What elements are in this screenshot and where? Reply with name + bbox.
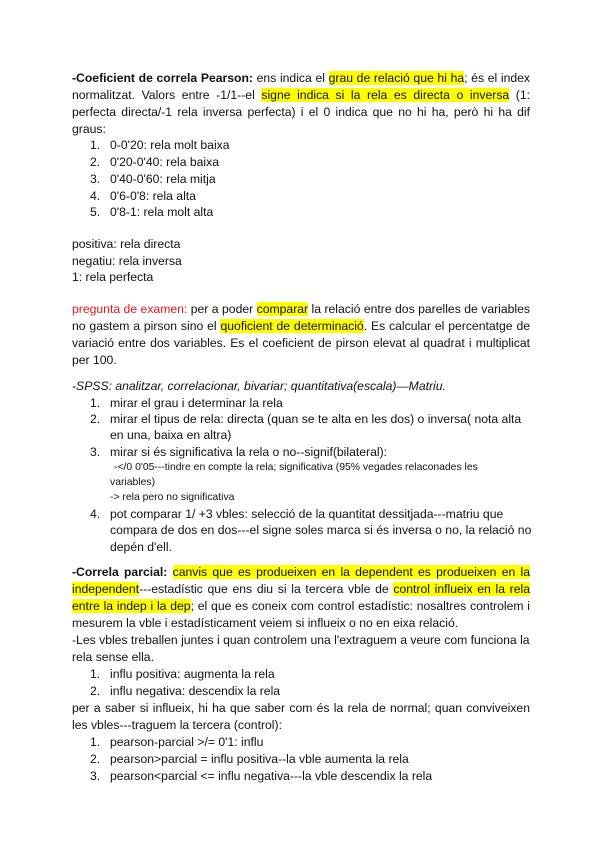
- list-text: mirar el tipus de rela: directa (quan se te alta en les dos) o inversa( nota alta: [110, 412, 522, 426]
- list-text: influ positiva: augmenta la rela: [110, 667, 275, 681]
- parcial-line-7: per a saber si influeix, hi ha que saber com és la rela de normal; quan conviveixen: [72, 701, 530, 715]
- highlight: independent: [72, 582, 140, 596]
- list-text: 0'6-0'8: rela alta: [110, 189, 196, 203]
- pearson-line-4: graus:: [72, 122, 106, 136]
- list-number: 4.: [90, 507, 101, 521]
- sign-line: negatiu: rela inversa: [72, 254, 182, 268]
- list-number: 5.: [90, 205, 101, 219]
- list-item: [90, 444, 387, 460]
- pearson-text: ; és el index: [464, 71, 530, 85]
- list-item: [90, 666, 275, 682]
- exam-line-2: [72, 318, 530, 334]
- list-text: pearson-parcial >/= 0'1: influ: [110, 735, 264, 749]
- highlight: comparar: [256, 302, 309, 316]
- exam-text: . Es calcular el percentatge de: [363, 319, 531, 333]
- list-item-cont: depén d'ell.: [110, 540, 172, 554]
- list-item-cont: compara de dos en dos---el signe soles marca si és inversa o no, la relació no: [110, 523, 532, 537]
- exam-text: per a poder: [187, 302, 257, 316]
- pearson-title: -Coeficient de correla Pearson:: [72, 71, 253, 85]
- sub-item: -</0 0'05---tindre en compte la rela; significativa (95% vegades relaconades les: [114, 462, 478, 473]
- exam-text: la relació entre dos parelles de variables: [308, 302, 531, 316]
- highlight: control influeix en la rela: [393, 582, 530, 596]
- list-text: pearson<parcial <= influ negativa---la vble descendix la rela: [110, 769, 433, 783]
- list-item-cont: en una, baixa en altra): [110, 428, 232, 442]
- list-item: [90, 683, 280, 699]
- list-item: [90, 751, 409, 767]
- list-text: 0'8-1: rela molt alta: [110, 205, 214, 219]
- list-text: pearson>parcial = influ positiva--la vble aumenta la rela: [110, 752, 409, 766]
- list-number: 1.: [90, 396, 101, 410]
- parcial-line-2: [72, 581, 530, 597]
- highlight: grau de relació que hi ha: [328, 71, 465, 85]
- exam-line-4: per 100.: [72, 353, 117, 367]
- pearson-text: normalitzat. Valors entre -1/1--el: [72, 88, 262, 102]
- spss-title: -SPSS: analitzar, correlacionar, bivariar; quantitativa(escala)—Matriu.: [72, 379, 446, 393]
- list-item: [90, 204, 213, 220]
- list-item: [90, 768, 432, 784]
- highlight: canvis que es produeixen en la dependent es produeixen en la: [172, 565, 530, 579]
- list-number: 3.: [90, 445, 101, 459]
- exam-text: no gastem a pirson sino el: [72, 319, 221, 333]
- list-number: 4.: [90, 189, 101, 203]
- list-number: 2.: [90, 684, 101, 698]
- parcial-text: ; el que es coneix com control estadístic: nosaltres controlem i: [190, 599, 530, 613]
- parcial-line-1: [72, 564, 530, 580]
- list-text: mirar el grau i determinar la rela: [110, 396, 283, 410]
- parcial-line-6: rela sense ella.: [72, 650, 154, 664]
- parcial-text: ---estadístic que ens diu si la tercera vble de: [139, 582, 394, 596]
- exam-line-3: variació entre dos variables. Es el coeficient de pirson elevat al quadrat i multiplicat: [72, 336, 530, 350]
- sub-item: -> rela pero no significativa: [110, 492, 235, 503]
- pearson-line-3: perfecta directa/-1 rela inversa perfecta) i el 0 indica que no hi ha, però hi ha dif: [72, 105, 530, 119]
- list-number: 1.: [90, 667, 101, 681]
- list-number: 2.: [90, 752, 101, 766]
- list-number: 1.: [90, 735, 101, 749]
- parcial-line-4: mesurem la vble i estadísticament veiem si influeix o no en eixa relació.: [72, 616, 459, 630]
- list-number: 3.: [90, 172, 101, 186]
- list-item: [90, 188, 196, 204]
- highlight: quoficient de determinació: [220, 319, 364, 333]
- list-number: 2.: [90, 412, 101, 426]
- list-text: mirar si és significativa la rela o no--signif(bilateral):: [110, 445, 388, 459]
- sub-item: variables): [110, 477, 156, 488]
- pearson-line-1: [72, 70, 530, 86]
- list-item: [90, 137, 230, 153]
- sign-line: positiva: rela directa: [72, 237, 181, 251]
- list-number: 2.: [90, 155, 101, 169]
- list-item: [90, 171, 216, 187]
- list-item: [90, 154, 219, 170]
- list-item: [90, 506, 530, 522]
- parcial-line-8: les vbles---traguem la tercera (control):: [72, 718, 282, 732]
- list-item: [90, 411, 530, 427]
- parcial-line-5: -Les vbles treballen juntes i quan controlem una l'extraguem a veure com funciona la: [72, 633, 530, 647]
- list-item: [90, 734, 263, 750]
- list-text: 0-0'20: rela molt baixa: [110, 138, 230, 152]
- list-number: 3.: [90, 769, 101, 783]
- list-item: [90, 395, 283, 411]
- list-text: influ negativa: descendix la rela: [110, 684, 281, 698]
- exam-line-1: [72, 301, 530, 317]
- list-text: pot comparar 1/ +3 vbles: selecció de la quantitat dessitjada---matriu que: [110, 507, 504, 521]
- pearson-text: ens indica el: [252, 71, 329, 85]
- highlight: signe indica si la rela es directa o inversa: [261, 88, 510, 102]
- highlight: entre la indep i la dep: [72, 599, 191, 613]
- pearson-line-2: [72, 87, 530, 103]
- list-text: 0'20-0'40: rela baixa: [110, 155, 219, 169]
- list-number: 1.: [90, 138, 101, 152]
- sign-line: 1: rela perfecta: [72, 270, 154, 284]
- parcial-line-3: [72, 598, 530, 614]
- parcial-title: -Correla parcial:: [72, 565, 168, 579]
- exam-label: pregunta de examen:: [72, 302, 188, 316]
- pearson-text: (1:: [509, 88, 530, 102]
- list-text: 0'40-0'60: rela mitja: [110, 172, 216, 186]
